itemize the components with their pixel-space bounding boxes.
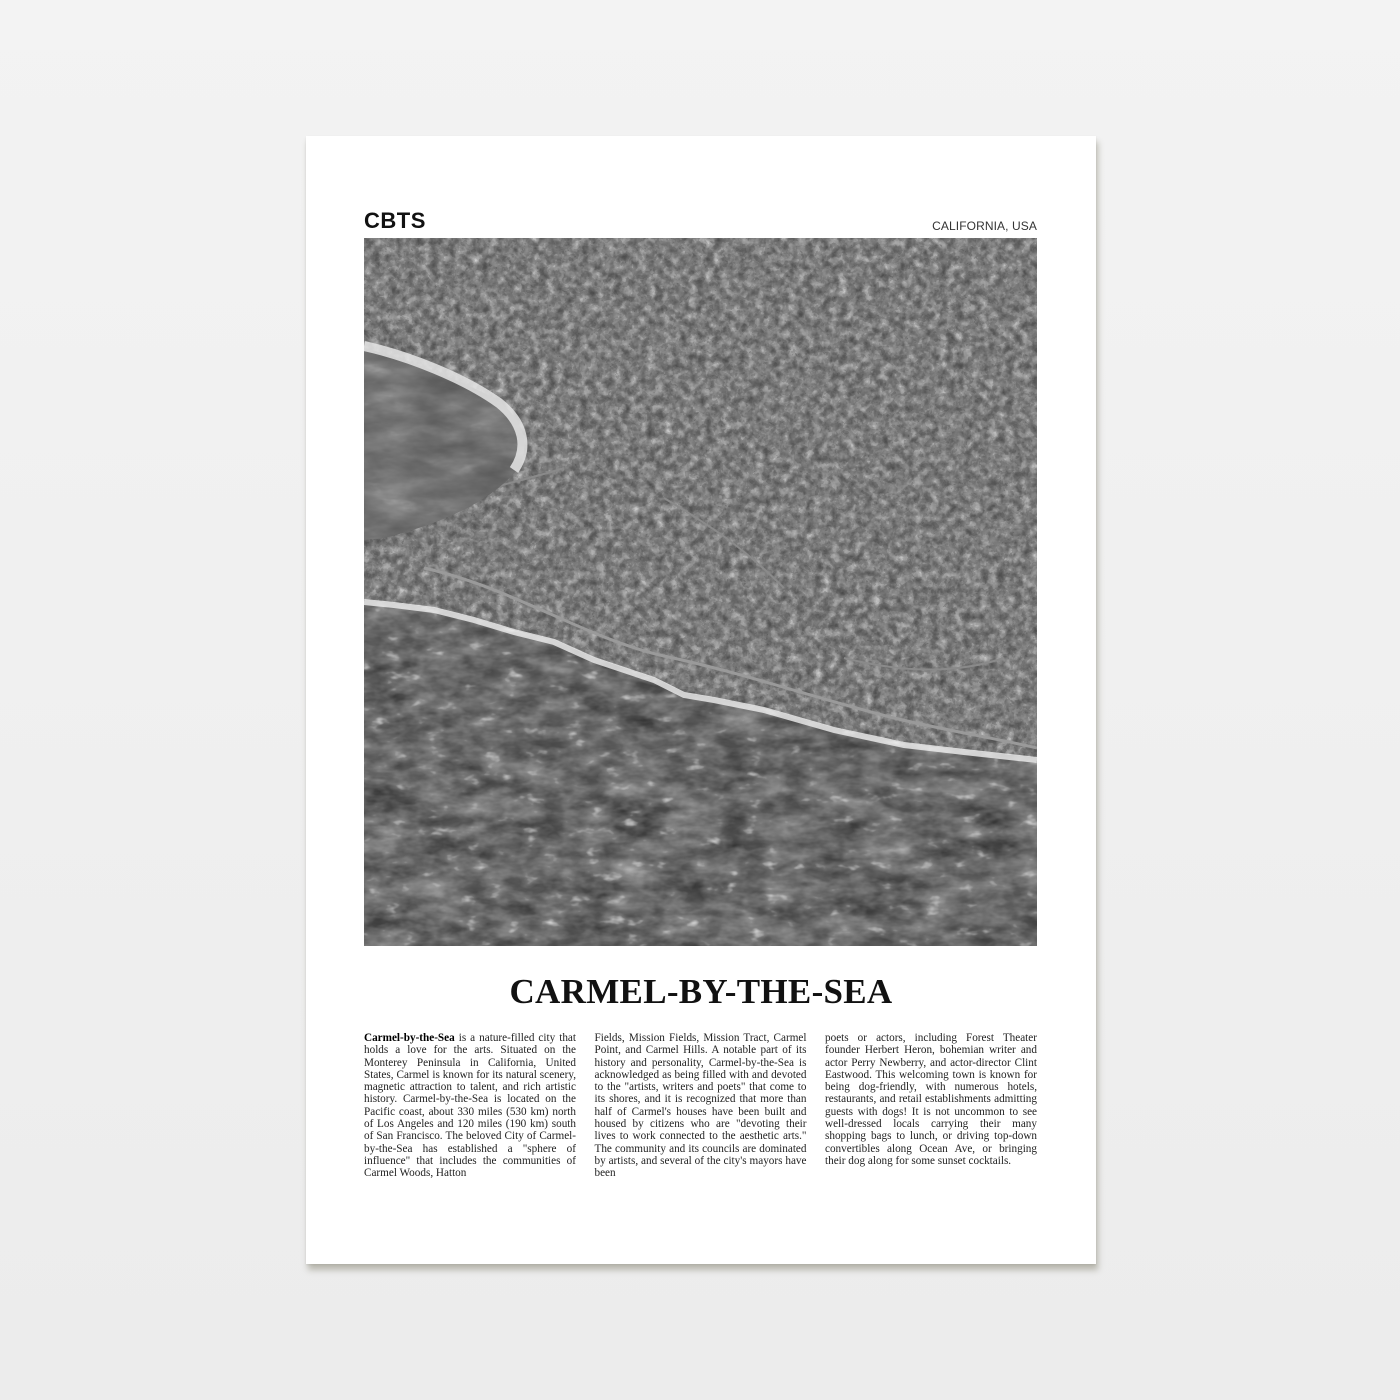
poster-title: CARMEL-BY-THE-SEA — [509, 972, 893, 1011]
text-column-1 — [364, 1032, 576, 1180]
location-label: CALIFORNIA, USA — [932, 219, 1037, 233]
aerial-coastline-photo — [364, 238, 1037, 946]
brand-code: CBTS — [364, 208, 426, 233]
text-column-2: Fields, Mission Fields, Mission Tract, Carmel Point, and Carmel Hills. A notable part of its history and personality, Carmel-by-the-Sea is acknowledged as being filled with and devoted to the "artists, writers and poets" that come to its shores, and it is recognized that more than half of Carmel's houses have been built and housed by citizens who are "devoting their lives to work connected to the aesthetic arts." The community and its councils are dominated by artists, and several of the city's mayors have been — [594, 1032, 807, 1180]
text-column-3: poets or actors, including Forest Theater founder Herbert Heron, bohemian writer and actor Perry Newberry, and actor-director Clint Eastwood. This welcoming town is known for being dog-friendly, with numerous hotels, restaurants, and retail establishments admitting guests with dogs! It is not uncommon to see well-dressed locals carrying their many shopping bags to lunch, or driving top-down convertibles along Ocean Ave, or bringing their dog along for some sunset cocktails. — [825, 1032, 1037, 1167]
lead-term: Carmel-by-the-Sea — [364, 1032, 455, 1044]
description-columns — [364, 1032, 1037, 1180]
poster — [306, 136, 1096, 1264]
column-1-text: is a nature-filled city that holds a love for the arts. Situated on the Monterey Peninsula in California, United States, Carmel is known for its natural scenery, magnetic attraction to talent, and rich artistic history. Carmel-by-the-Sea is located on the Pacific coast, about 330 miles (530 km) north of Los Angeles and 120 miles (190 km) south of San Francisco. The beloved City of Carmel-by-the-Sea has established a "sphere of influence" that includes the communities of Carmel Woods, Hatton — [364, 1032, 576, 1180]
